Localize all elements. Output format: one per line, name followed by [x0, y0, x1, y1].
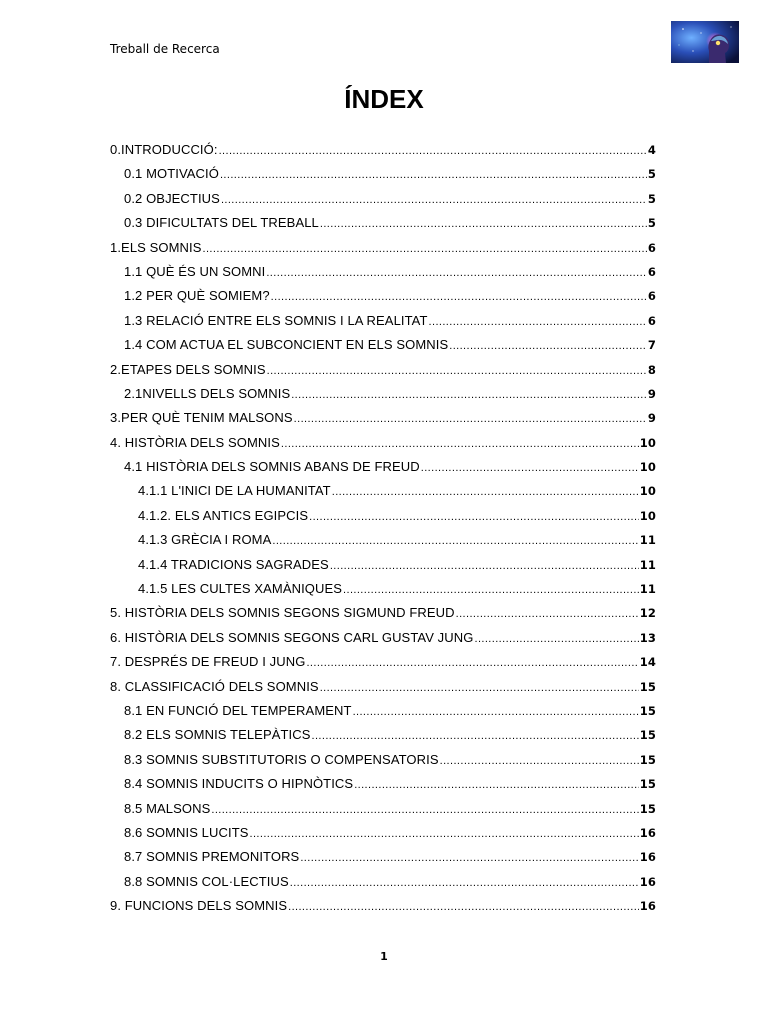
toc-dot-leader	[421, 462, 639, 474]
toc-dot-leader	[474, 633, 638, 645]
toc-entry[interactable]	[110, 362, 656, 386]
toc-entry-page: 11	[639, 582, 656, 597]
toc-entry-page: 13	[639, 630, 656, 645]
toc-entry-page: 4	[647, 143, 656, 157]
toc-entry[interactable]	[110, 703, 656, 727]
toc-entry[interactable]	[110, 508, 656, 532]
page-title: ÍNDEX	[344, 84, 424, 114]
toc-entry-label: 4.1.4 TRADICIONS SAGRADES	[138, 556, 329, 572]
toc-entry-label: 4.1.2. ELS ANTICS EGIPCIS	[138, 507, 309, 523]
toc-entry[interactable]	[110, 801, 656, 825]
toc-entry-label: 2.ETAPES DELS SOMNIS	[110, 361, 266, 377]
toc-dot-leader	[267, 365, 647, 377]
toc-entry-page: 15	[639, 777, 656, 792]
toc-entry-page: 14	[639, 655, 656, 670]
toc-entry-page: 12	[639, 606, 656, 621]
toc-entry[interactable]	[110, 898, 656, 922]
toc-entry-page: 10	[639, 460, 656, 475]
toc-entry-page: 5	[647, 216, 656, 231]
toc-entry-page: 15	[639, 679, 656, 694]
toc-entry[interactable]	[110, 776, 656, 800]
toc-dot-leader	[320, 218, 647, 230]
toc-entry-label: 4.1.5 LES CULTES XAMÀNIQUES	[138, 581, 343, 597]
toc-entry[interactable]	[110, 679, 656, 703]
toc-entry-label: 4.1 HISTÒRIA DELS SOMNIS ABANS DE FREUD	[124, 459, 420, 475]
toc-entry-page: 15	[639, 801, 656, 816]
toc-entry-label: 8.6 SOMNIS LUCITS	[124, 824, 249, 840]
toc-entry-page: 5	[647, 167, 656, 182]
toc-entry-page: 10	[639, 435, 656, 450]
toc-entry-page: 9	[647, 411, 656, 426]
toc-dot-leader	[221, 194, 647, 206]
toc-entry[interactable]	[110, 605, 656, 629]
toc-dot-leader	[300, 852, 638, 864]
toc-entry-label: 8. CLASSIFICACIÓ DELS SOMNIS	[110, 678, 319, 694]
header-title: Treball de Recerca	[110, 42, 220, 56]
toc-dot-leader	[266, 267, 647, 279]
toc-dot-leader	[440, 755, 639, 767]
toc-entry-label: 9. FUNCIONS DELS SOMNIS	[110, 898, 288, 914]
toc-dot-leader	[332, 486, 639, 498]
toc-entry[interactable]	[110, 654, 656, 678]
toc-entry-label: 3.PER QUÈ TENIM MALSONS	[110, 410, 293, 426]
toc-dot-leader	[353, 706, 639, 718]
page-number: 1	[380, 950, 388, 963]
toc-entry-page: 16	[639, 899, 656, 914]
toc-dot-leader	[312, 730, 639, 742]
toc-entry[interactable]	[110, 166, 656, 190]
toc-entry-label: 4. HISTÒRIA DELS SOMNIS	[110, 434, 280, 450]
toc-entry[interactable]	[110, 288, 656, 312]
toc-dot-leader	[272, 535, 638, 547]
toc-entry-page: 10	[639, 484, 656, 499]
toc-entry-page: 16	[639, 825, 656, 840]
toc-entry[interactable]	[110, 337, 656, 361]
toc-entry-label: 0.1 MOTIVACIÓ	[124, 166, 219, 182]
toc-dot-leader	[281, 438, 639, 450]
toc-entry[interactable]	[110, 435, 656, 459]
toc-dot-leader	[343, 584, 639, 596]
toc-entry-label: 1.2 PER QUÈ SOMIEM?	[124, 288, 270, 304]
toc-entry-label: 8.1 EN FUNCIÓ DEL TEMPERAMENT	[124, 702, 352, 718]
toc-entry-label: 8.8 SOMNIS COL·LECTIUS	[124, 873, 289, 889]
table-of-contents	[110, 142, 656, 923]
sleeping-head-cosmic-image-icon	[671, 21, 739, 63]
toc-entry-label: 7. DESPRÉS DE FREUD I JUNG	[110, 654, 306, 670]
toc-dot-leader	[288, 901, 639, 913]
toc-entry[interactable]	[110, 459, 656, 483]
toc-entry-label: 8.3 SOMNIS SUBSTITUTORIS O COMPENSATORIS	[124, 751, 439, 767]
toc-entry[interactable]	[110, 581, 656, 605]
toc-entry[interactable]	[110, 240, 656, 264]
toc-entry[interactable]	[110, 483, 656, 507]
toc-entry-label: 4.1.1 L'INICI DE LA HUMANITAT	[138, 483, 331, 499]
toc-entry[interactable]	[110, 825, 656, 849]
toc-entry-page: 16	[639, 874, 656, 889]
toc-entry[interactable]	[110, 142, 656, 166]
toc-entry-label: 1.4 COM ACTUA EL SUBCONCIENT EN ELS SOMNIS	[124, 337, 449, 353]
toc-entry-label: 1.1 QUÈ ÉS UN SOMNI	[124, 263, 266, 279]
toc-entry-page: 6	[647, 240, 656, 255]
toc-entry-page: 15	[639, 752, 656, 767]
toc-dot-leader	[449, 340, 647, 352]
toc-entry-label: 8.2 ELS SOMNIS TELEPÀTICS	[124, 727, 311, 743]
toc-entry-label: 6. HISTÒRIA DELS SOMNIS SEGONS CARL GUSTAV JUNG	[110, 629, 474, 645]
toc-entry[interactable]	[110, 874, 656, 898]
toc-entry[interactable]	[110, 313, 656, 337]
toc-entry-page: 15	[639, 703, 656, 718]
toc-entry[interactable]	[110, 557, 656, 581]
toc-entry[interactable]	[110, 849, 656, 873]
toc-entry-page: 8	[647, 362, 656, 377]
toc-entry-page: 6	[647, 289, 656, 304]
toc-entry-page: 5	[647, 191, 656, 206]
toc-entry-page: 9	[647, 386, 656, 401]
toc-dot-leader	[456, 608, 639, 620]
toc-dot-leader	[294, 413, 647, 425]
toc-entry[interactable]	[110, 264, 656, 288]
toc-dot-leader	[271, 291, 647, 303]
toc-entry[interactable]	[110, 410, 656, 434]
toc-dot-leader	[290, 877, 639, 889]
toc-dot-leader	[219, 145, 647, 157]
toc-entry[interactable]	[110, 630, 656, 654]
toc-entry-label: 0.3 DIFICULTATS DEL TREBALL	[124, 215, 319, 231]
toc-entry-label: 2.1NIVELLS DELS SOMNIS	[124, 385, 291, 401]
toc-dot-leader	[211, 804, 638, 816]
toc-entry[interactable]	[110, 532, 656, 556]
toc-entry-label: 1.ELS SOMNIS	[110, 239, 202, 255]
toc-entry-page: 7	[647, 338, 656, 353]
toc-entry[interactable]	[110, 727, 656, 751]
toc-entry-page: 10	[639, 508, 656, 523]
toc-dot-leader	[354, 779, 639, 791]
toc-dot-leader	[220, 169, 647, 181]
toc-entry-page: 6	[647, 264, 656, 279]
toc-entry-label: 0.2 OBJECTIUS	[124, 190, 220, 206]
toc-dot-leader	[330, 560, 639, 572]
toc-dot-leader	[429, 316, 647, 328]
toc-entry-page: 15	[639, 728, 656, 743]
toc-entry-page: 11	[639, 533, 656, 548]
toc-dot-leader	[306, 657, 638, 669]
toc-entry[interactable]	[110, 386, 656, 410]
toc-dot-leader	[250, 828, 639, 840]
toc-entry[interactable]	[110, 215, 656, 239]
toc-dot-leader	[203, 243, 647, 255]
toc-entry-label: 1.3 RELACIÓ ENTRE ELS SOMNIS I LA REALITAT	[124, 312, 428, 328]
toc-entry-label: 8.5 MALSONS	[124, 800, 211, 816]
toc-entry-label: 4.1.3 GRÈCIA I ROMA	[138, 532, 272, 548]
toc-entry-label: 8.4 SOMNIS INDUCITS O HIPNÒTICS	[124, 776, 354, 792]
toc-entry-label: 5. HISTÒRIA DELS SOMNIS SEGONS SIGMUND FREUD	[110, 605, 455, 621]
toc-entry-page: 6	[647, 313, 656, 328]
toc-dot-leader	[291, 389, 647, 401]
toc-entry-page: 16	[639, 850, 656, 865]
toc-entry[interactable]	[110, 752, 656, 776]
toc-entry[interactable]	[110, 191, 656, 215]
toc-dot-leader	[309, 511, 639, 523]
toc-entry-label: 0.INTRODUCCIÓ:	[110, 142, 218, 157]
toc-entry-label: 8.7 SOMNIS PREMONITORS	[124, 849, 300, 865]
toc-entry-page: 11	[639, 557, 656, 572]
toc-dot-leader	[320, 682, 639, 694]
